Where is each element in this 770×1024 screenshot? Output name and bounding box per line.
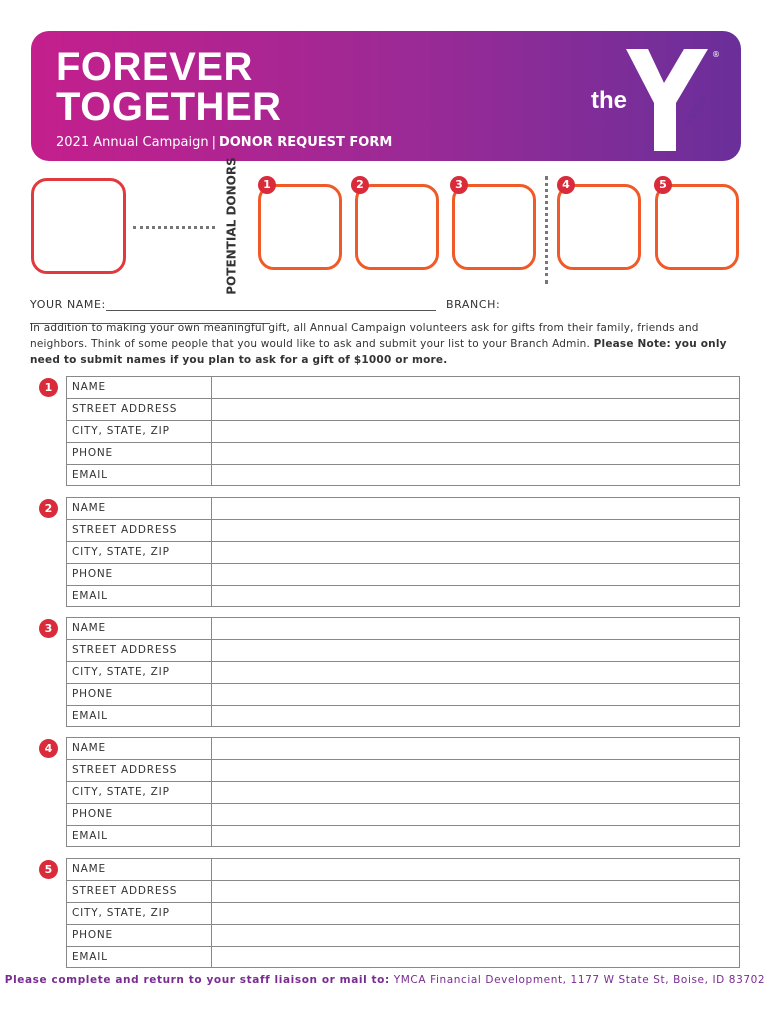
name-input[interactable] <box>211 859 739 880</box>
email-input[interactable] <box>211 465 739 486</box>
logo-the-text: the <box>591 87 627 114</box>
name-input[interactable] <box>211 618 739 639</box>
field-label: CITY, STATE, ZIP <box>72 546 170 558</box>
donor-box-1 <box>258 184 342 270</box>
street-address-input[interactable] <box>211 881 739 902</box>
field-row <box>67 782 739 804</box>
name-input[interactable] <box>211 377 739 398</box>
intro-text: In addition to making your own meaningful gift, all Annual Campaign volunteers ask for gifts from their family, friends and neighbors. Think of some people that you would like to ask and submit your list to your Branch Admin. <box>30 322 699 350</box>
field-row <box>67 947 739 969</box>
field-row <box>67 399 739 421</box>
header-banner <box>31 31 741 161</box>
donor-entry-2 <box>44 497 740 607</box>
donor-box-5 <box>655 184 739 270</box>
city-state-zip-input[interactable] <box>211 542 739 563</box>
field-row <box>67 903 739 925</box>
field-label: CITY, STATE, ZIP <box>72 786 170 798</box>
field-row <box>67 618 739 640</box>
field-label: STREET ADDRESS <box>72 524 178 536</box>
field-label: CITY, STATE, ZIP <box>72 666 170 678</box>
intro-note: Please Note: you only need to submit names if you plan to ask for a gift of $1000 or more. <box>30 338 727 366</box>
phone-input[interactable] <box>211 925 739 946</box>
field-label: PHONE <box>72 688 113 700</box>
field-row <box>67 859 739 881</box>
field-label: EMAIL <box>72 710 108 722</box>
field-row <box>67 881 739 903</box>
donor-number-badge: 4 <box>557 176 575 194</box>
subtitle-form: DONOR REQUEST FORM <box>218 135 393 150</box>
city-state-zip-input[interactable] <box>211 421 739 442</box>
subtitle-year: 2021 Annual Campaign <box>56 135 209 150</box>
donor-number-badge: 1 <box>258 176 276 194</box>
phone-input[interactable] <box>211 684 739 705</box>
donor-entry-1 <box>44 376 740 486</box>
entry-number-badge: 4 <box>39 739 58 758</box>
email-input[interactable] <box>211 586 739 607</box>
title-line-1: FOREVER <box>56 45 253 89</box>
field-row <box>67 443 739 465</box>
phone-input[interactable] <box>211 564 739 585</box>
intro-paragraph <box>30 320 742 368</box>
donor-box-4 <box>557 184 641 270</box>
branch-label: BRANCH: <box>445 298 501 311</box>
field-row <box>67 377 739 399</box>
field-row <box>67 421 739 443</box>
field-label: PHONE <box>72 929 113 941</box>
phone-input[interactable] <box>211 804 739 825</box>
logo-ymca-text: YMCA <box>683 93 710 128</box>
field-label: NAME <box>72 381 106 393</box>
footer-instruction: Please complete and return to your staff liaison or mail to: <box>4 974 390 986</box>
field-label: STREET ADDRESS <box>72 403 178 415</box>
field-row <box>67 760 739 782</box>
email-input[interactable] <box>211 947 739 968</box>
entry-number-badge: 5 <box>39 860 58 879</box>
your-name-label: YOUR NAME: <box>30 298 106 311</box>
vertical-dotted-divider <box>545 176 548 284</box>
logo-registered-mark: ® <box>712 50 720 59</box>
donor-box-3 <box>452 184 536 270</box>
name-input[interactable] <box>211 738 739 759</box>
field-label: EMAIL <box>72 830 108 842</box>
field-label: PHONE <box>72 447 113 459</box>
title-line-2: TOGETHER <box>56 85 282 129</box>
street-address-input[interactable] <box>211 399 739 420</box>
phone-input[interactable] <box>211 443 739 464</box>
email-input[interactable] <box>211 706 739 727</box>
subtitle-separator: | <box>211 135 216 150</box>
donor-entry-3 <box>44 617 740 727</box>
field-label: NAME <box>72 502 106 514</box>
city-state-zip-input[interactable] <box>211 662 739 683</box>
street-address-input[interactable] <box>211 760 739 781</box>
name-input[interactable] <box>211 498 739 519</box>
your-name-field[interactable] <box>106 299 436 311</box>
field-row <box>67 925 739 947</box>
field-row <box>67 738 739 760</box>
field-row <box>67 564 739 586</box>
donor-entry-4 <box>44 737 740 847</box>
footer-address: YMCA Financial Development, 1177 W State St, Boise, ID 83702 <box>393 974 766 986</box>
field-row <box>67 640 739 662</box>
donor-box-2 <box>355 184 439 270</box>
entry-number-badge: 3 <box>39 619 58 638</box>
donor-number-badge: 2 <box>351 176 369 194</box>
field-label: STREET ADDRESS <box>72 764 178 776</box>
field-label: EMAIL <box>72 951 108 963</box>
street-address-input[interactable] <box>211 520 739 541</box>
subtitle <box>56 135 392 150</box>
donor-number-badge: 5 <box>654 176 672 194</box>
field-row <box>67 465 739 487</box>
field-row <box>67 586 739 608</box>
email-input[interactable] <box>211 826 739 847</box>
street-address-input[interactable] <box>211 640 739 661</box>
potential-donors-label: POTENTIAL DONORS <box>224 157 239 295</box>
field-label: NAME <box>72 863 106 875</box>
field-label: PHONE <box>72 808 113 820</box>
field-row <box>67 542 739 564</box>
field-label: NAME <box>72 742 106 754</box>
field-label: STREET ADDRESS <box>72 885 178 897</box>
city-state-zip-input[interactable] <box>211 903 739 924</box>
field-label: STREET ADDRESS <box>72 644 178 656</box>
field-row <box>67 662 739 684</box>
donor-number-badge: 3 <box>450 176 468 194</box>
field-label: CITY, STATE, ZIP <box>72 425 170 437</box>
field-row <box>67 826 739 848</box>
city-state-zip-input[interactable] <box>211 782 739 803</box>
self-box <box>31 178 126 274</box>
field-row <box>67 520 739 542</box>
field-row <box>67 684 739 706</box>
field-row <box>67 706 739 728</box>
field-label: CITY, STATE, ZIP <box>72 907 170 919</box>
field-label: PHONE <box>72 568 113 580</box>
field-label: EMAIL <box>72 469 108 481</box>
field-label: NAME <box>72 622 106 634</box>
field-row <box>67 498 739 520</box>
footer <box>0 974 770 986</box>
entry-number-badge: 1 <box>39 378 58 397</box>
donor-entry-5 <box>44 858 740 968</box>
field-row <box>67 804 739 826</box>
entry-number-badge: 2 <box>39 499 58 518</box>
field-label: EMAIL <box>72 590 108 602</box>
dotted-connector <box>133 226 215 229</box>
